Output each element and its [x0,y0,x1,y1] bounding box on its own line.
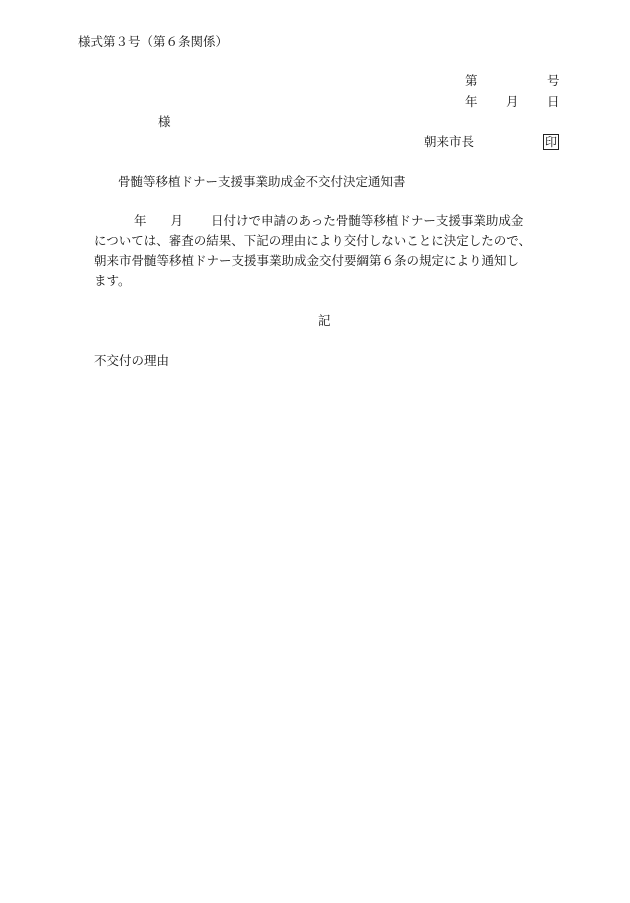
form-number-label: 様式第３号（第６条関係） [78,34,229,49]
date-year-label: 年 [465,94,478,109]
date-day-label: 日 [547,94,560,109]
body-line-1-text: 日付けで申請のあった骨髄等移植ドナー支援事業助成金 [211,213,524,228]
document-number-suffix: 号 [547,73,560,88]
body-month-label: 月 [170,213,184,228]
issuer-name: 朝来市長 [424,134,475,149]
body-line-4: ます。 [94,273,131,288]
seal-mark: 印 [545,135,558,149]
recipient-honorific: 様 [158,114,171,129]
date-month-label: 月 [506,94,519,109]
body-line-1 [94,215,523,228]
ki-heading: 記 [318,313,331,328]
body-year-label: 年 [134,213,147,228]
document-number-prefix: 第 [465,73,478,88]
document-title: 骨髄等移植ドナー支援事業助成金不交付決定通知書 [118,174,406,189]
body-line-2: については、審査の結果、下記の理由により交付しないことに決定したので、 [94,233,532,248]
body-line-3: 朝来市骨髄等移植ドナー支援事業助成金交付要綱第６条の規定により通知し [94,253,520,268]
non-grant-reason-label: 不交付の理由 [94,353,170,368]
